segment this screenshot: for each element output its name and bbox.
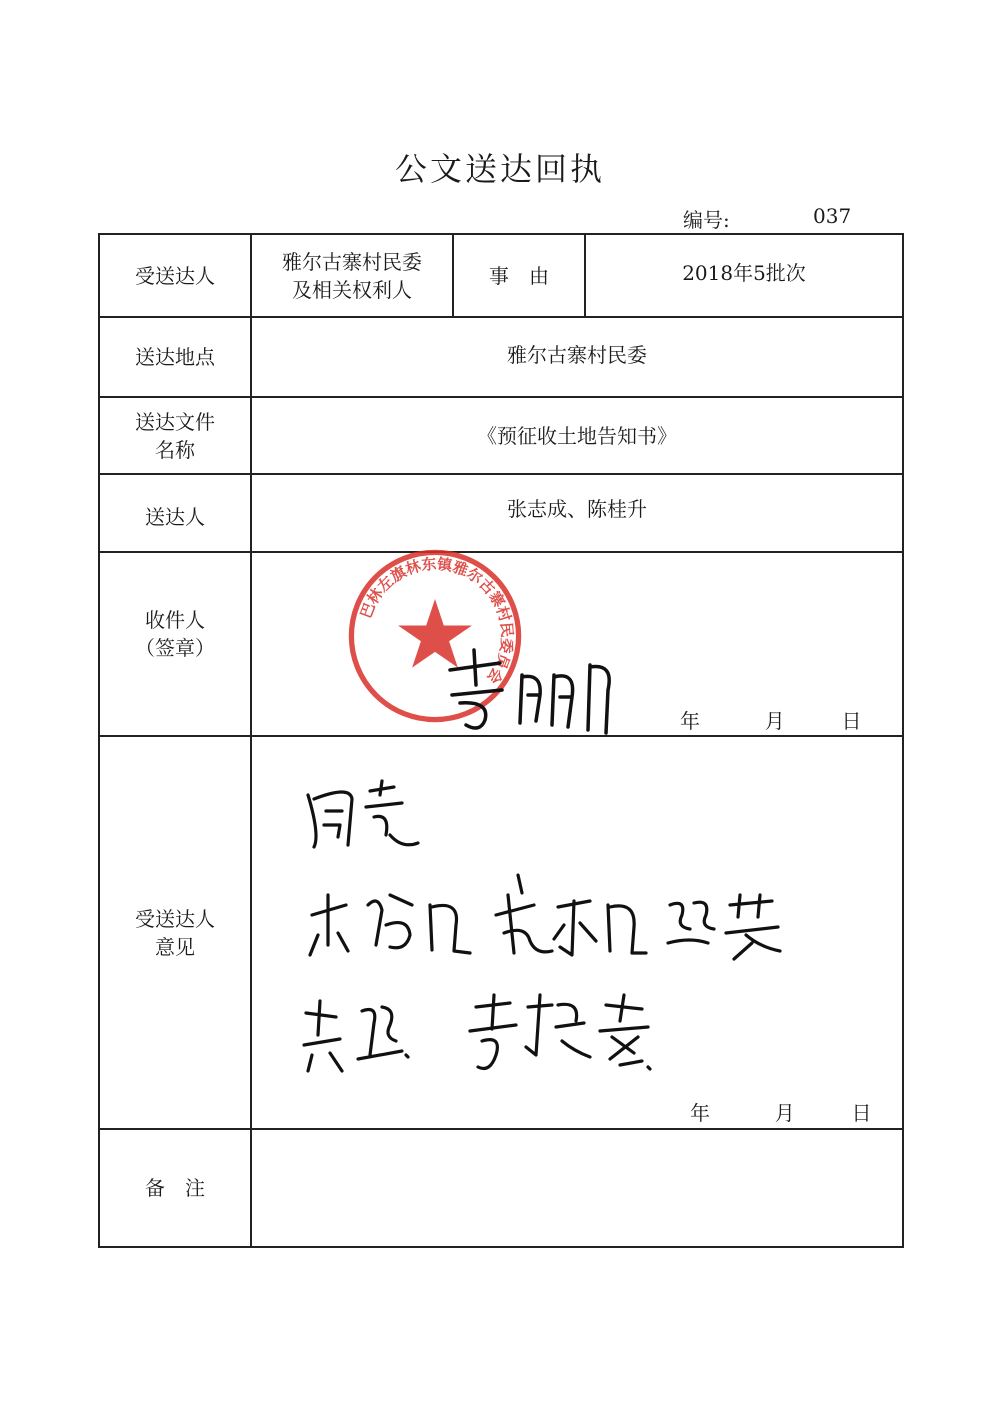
document-label-cell	[100, 398, 250, 473]
remarks-label: 备 注	[145, 1176, 205, 1200]
serial-number	[683, 204, 852, 233]
seal-text: 巴林左旗林东镇雅尔古寨村民委员会	[356, 554, 517, 687]
receiver-label-cell	[100, 553, 250, 735]
recipient-value-cell	[252, 235, 452, 316]
opinion-label: 受送达人 意见	[135, 906, 215, 959]
document-label: 送达文件 名称	[135, 409, 215, 462]
page-title: 公文送达回执	[394, 150, 605, 188]
date-year: 年	[690, 1101, 710, 1125]
date-day: 日	[841, 709, 862, 733]
date-month: 月	[764, 709, 785, 733]
deliverer-label-cell	[100, 475, 250, 551]
receiver-signature	[430, 635, 650, 745]
reason-label-cell	[454, 235, 584, 316]
remarks-value-cell	[252, 1130, 902, 1246]
serial-label: 编号:	[683, 208, 730, 232]
place-label-cell	[100, 318, 250, 396]
opinion-label-cell	[100, 737, 250, 1128]
receiver-label: 收件人 （签章）	[135, 608, 215, 660]
date-month: 月	[774, 1101, 795, 1125]
document-value-cell	[252, 398, 902, 473]
deliverer-label: 送达人	[145, 505, 205, 529]
reason-value: 2018年5批次	[682, 261, 806, 285]
date-day: 日	[851, 1101, 872, 1125]
deliverer-value: 张志成、陈桂升	[507, 497, 647, 521]
remarks-label-cell	[100, 1130, 250, 1246]
date-year: 年	[680, 709, 700, 733]
receipt-form	[98, 233, 904, 1248]
recipient-label: 受送达人	[135, 263, 215, 288]
place-value-cell	[252, 318, 902, 396]
recipient-value: 雅尔古寨村民委 及相关权利人	[282, 249, 422, 302]
document-value: 《预征收土地告知书》	[477, 423, 677, 448]
receiver-date	[680, 705, 861, 734]
reason-label: 事 由	[489, 263, 549, 288]
serial-value: 037	[813, 204, 852, 228]
opinion-signatures	[290, 755, 850, 1085]
recipient-label-cell	[100, 235, 250, 316]
place-label: 送达地点	[135, 345, 215, 369]
opinion-date	[690, 1097, 871, 1126]
deliverer-value-cell	[252, 475, 902, 551]
place-value: 雅尔古寨村民委	[507, 343, 647, 367]
reason-value-cell	[586, 235, 902, 316]
